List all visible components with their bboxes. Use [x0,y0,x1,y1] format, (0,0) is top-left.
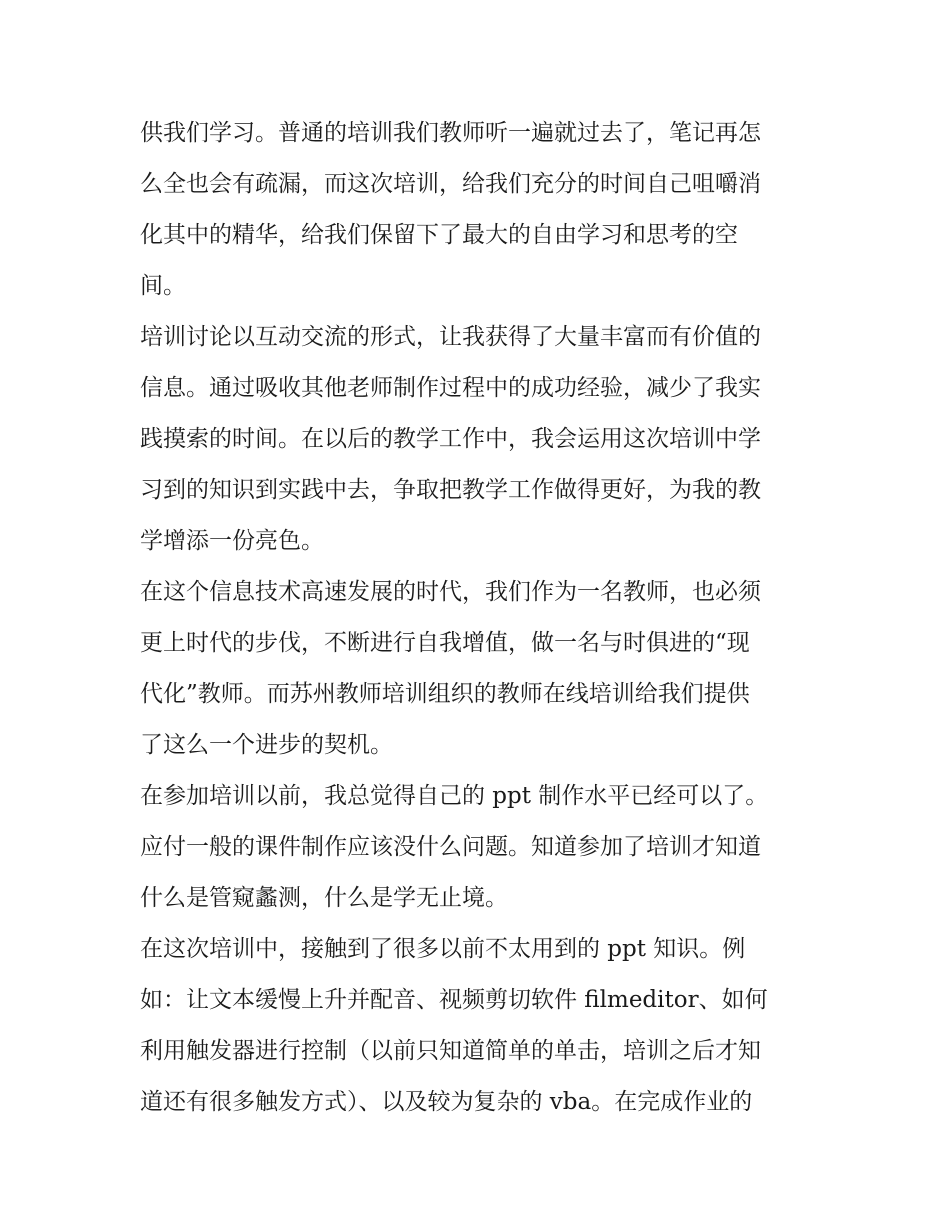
text-line: 在参加培训以前，我总觉得自己的 ppt 制作水平已经可以了。 [140,783,769,809]
text-line: 如：让文本缓慢上升并配音、视频剪切软件 filmeditor、如何 [140,987,768,1013]
text-line: 道还有很多触发方式）、以及较为复杂的 vba。在完成作业的 [140,1089,753,1115]
text-line: 利用触发器进行控制（以前只知道简单的单击，培训之后才知 [140,1038,761,1064]
text-line: 代化”教师。而苏州教师培训组织的教师在线培训给我们提供 [140,681,750,707]
text-line: 习到的知识到实践中去，争取把教学工作做得更好，为我的教 [140,477,761,503]
text-line: 更上时代的步伐，不断进行自我增值，做一名与时俱进的“现 [140,630,750,656]
text-line: 了这么一个进步的契机。 [140,732,393,758]
text-line: 么全也会有疏漏，而这次培训，给我们充分的时间自己咀嚼消 [140,171,761,197]
text-line: 间。 [140,273,186,299]
text-line: 应付一般的课件制作应该没什么问题。知道参加了培训才知道 [140,834,761,860]
text-line: 践摸索的时间。在以后的教学工作中，我会运用这次培训中学 [140,426,761,452]
document-body [140,108,820,1128]
text-line: 供我们学习。普通的培训我们教师听一遍就过去了，笔记再怎 [140,120,761,146]
text-line: 什么是管窥蠡测，什么是学无止境。 [140,885,508,911]
text-line: 化其中的精华，给我们保留下了最大的自由学习和思考的空 [140,222,738,248]
text-line: 学增添一份亮色。 [140,528,324,554]
text-line: 在这次培训中，接触到了很多以前不太用到的 ppt 知识。例 [140,936,746,962]
text-line: 在这个信息技术高速发展的时代，我们作为一名教师，也必须 [140,579,761,605]
text-line: 信息。通过吸收其他老师制作过程中的成功经验，减少了我实 [140,375,761,401]
text-line: 培训讨论以互动交流的形式，让我获得了大量丰富而有价值的 [140,324,761,350]
